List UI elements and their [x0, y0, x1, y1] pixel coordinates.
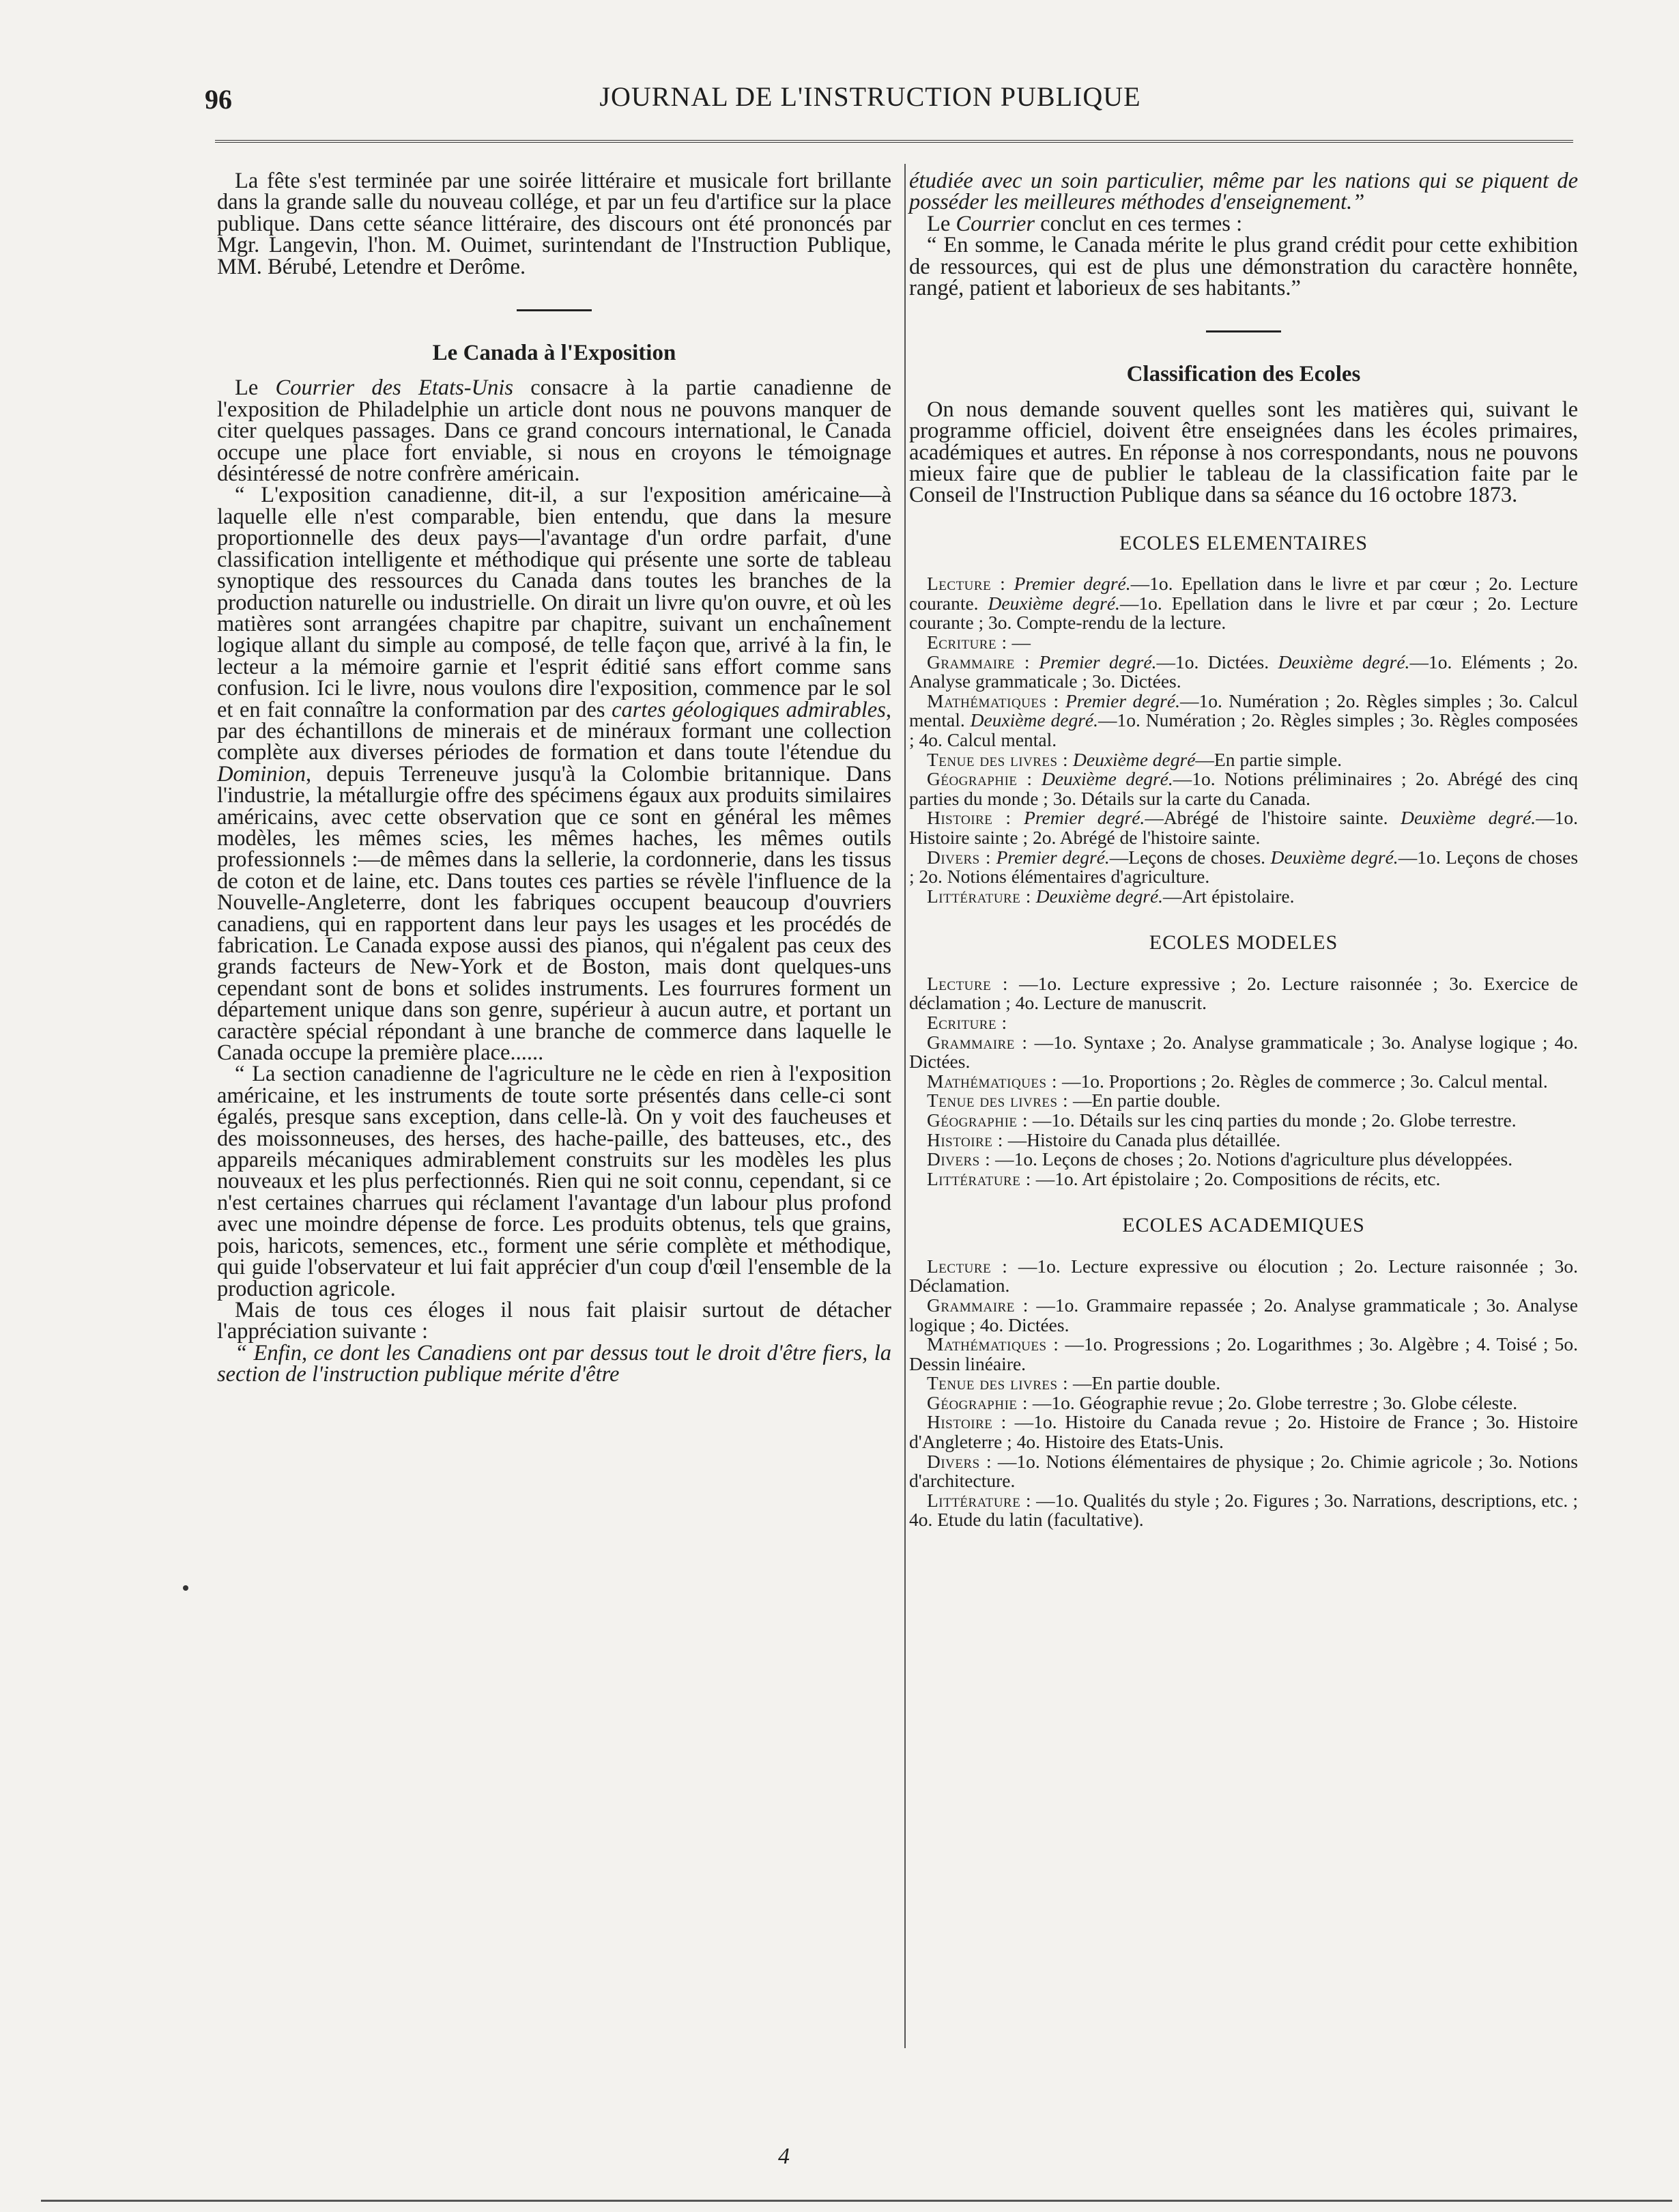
- subject-text: —1o. Notions élémentaires de physique ; 2o. Chimie agricole ; 3o. Notions d'architecture.: [909, 1450, 1579, 1492]
- exposition-paragraph-4: Mais de tous ces éloges il nous fait plaisir surtout de détacher l'appréciation suivante :: [217, 1297, 891, 1344]
- degree-label: Premier degré.: [1039, 651, 1157, 672]
- subject-text: —1o. Lecture expressive ; 2o. Lecture raisonnée ; 3o. Exercice de déclamation ; 4o. Lecture de manuscrit.: [909, 972, 1579, 1014]
- column-divider: [904, 164, 906, 2048]
- subject-text: —1o. Lecture expressive ou élocution ; 2o. Lecture raisonnée ; 3o. Déclamation.: [909, 1255, 1579, 1296]
- signature-mark: 4: [778, 2144, 790, 2169]
- degree-label: Deuxième degré.: [1270, 846, 1398, 868]
- subject-text: —: [1011, 632, 1031, 653]
- right-column: [909, 171, 1578, 1530]
- exposition-paragraph-3: “ La section canadienne de l'agriculture ne le cède en rien à l'exposition américaine, et les instruments de toute sorte présentés dans celle-ci sont égalés, presque sans exception, dans celle-là. On y voit des faucheuses et des moissonneuses, des herses, des hache-paille, des batteuses, etc., des appareils mécaniques admirablement construits sur les modèles les plus nouveaux et les plus perfectionnés. Rien qui ne soit connu, cependant, si ce n'est certaines charrues qui réclament l'avantage d'un labour plus profond avec une moindre dépense de force. Les produits obtenus, tels que grains, pois, haricots, semences, etc., forment une série complète et méthodique, qui guide l'observateur et lui fait apprécier d'un coup d'œil l'ensemble de la production agricole.: [217, 1062, 891, 1301]
- subject-text: —1o. Histoire sainte ; 2o. Abrégé de l'histoire sainte.: [909, 807, 1578, 848]
- subject-label: Histoire :: [927, 807, 1011, 829]
- subject-entry: [909, 1033, 1578, 1072]
- subject-label: Ecriture :: [927, 1011, 1007, 1033]
- journal-title: JOURNAL DE L'INSTRUCTION PUBLIQUE: [599, 81, 1141, 112]
- degree-label: Deuxième degré.: [1035, 885, 1164, 907]
- degree-label: Premier degré.: [1024, 807, 1145, 829]
- subject-entry: [909, 574, 1578, 633]
- subject-text: —Art épistolaire.: [1163, 885, 1295, 907]
- subject-entry: [909, 750, 1578, 770]
- subject-entry: [909, 1413, 1578, 1451]
- bottom-rule: [41, 2200, 1672, 2202]
- margin-dot: [183, 1585, 188, 1591]
- subject-label: Littérature :: [927, 1167, 1031, 1189]
- exposition-paragraph-2: “ L'exposition canadienne, dit-il, a sur l'exposition américaine—à laquelle elle n'est comparable, bien entendu, que dans la mesure proportionnelle des deux pays—l'avantage d'un ordre parfait, d'une classification intelligente et méthodique qui présente une sorte de tableau synoptique des ressources du Canada dans toutes les branches de la production naturelle ou industrielle. On dirait un livre qu'on ouvre, et où les matières sont arrangées chapitre par chapitre, suivant un enchaînement logique allant du simple au composé, de telle façon que, arrivé à la fin, le lecteur a la mémoire garnie et l'esprit éditié sans effort comme sans confusion. Ici le livre, nous voulons dire l'exposition, commence par le sol et en fait connaître la conformation par des cartes géologiques admirables, par des échantillons de minerais et de minéraux formant une collection complète aux diverses périodes de formation et dans toute l'étendue du Dominion, depuis Terreneuve jusqu'à la Colombie britannique. Dans l'industrie, la métallurgie offre des spécimens égaux aux produits similaires américains, avec cette observation que ce sont en général les mêmes modèles, les mêmes scies, les mêmes haches, les mêmes outils professionnels :—de mêmes dans la sellerie, la cordonnerie, dans les tissus de coton et de laine, etc. Dans toutes ces parties se révèle l'influence de la Nouvelle-Angleterre, dont les fabriques occupent beaucoup d'ouvriers canadiens, qui en rapportent dans leur pays les usages et les procédés de fabrication. Le Canada expose aussi des pianos, qui n'égalent pas ceux des grands facteurs de New-York et de Boston, mais dont quelques-uns cependant sont de bons et solides instruments. Les fourrures forment un département unique dans son genre, supérieur à aucun autre, et portant un caractère spécial répondant à une branche de commerce dans laquelle le Canada occupe la première place......: [217, 483, 892, 1066]
- page-number: 96: [205, 84, 232, 115]
- degree-label: Deuxième degré: [1073, 748, 1196, 770]
- subject-entry: [909, 1013, 1578, 1033]
- subject-label: Ecriture :: [927, 632, 1007, 653]
- exposition-quote-italic: “ Enfin, ce dont les Canadiens ont par dessus tout le droit d'être fiers, la section de l'instruction publique mérite d'être: [217, 1340, 891, 1387]
- subject-entry: [909, 1393, 1578, 1413]
- subject-label: Divers :: [927, 846, 991, 868]
- subject-label: Lecture :: [927, 972, 1008, 994]
- exposition-paragraph-1: Le Courrier des Etats-Unis consacre à la partie canadienne de l'exposition de Philadelphie un article dont nous ne pouvons manquer de citer quelques passages. Dans ce grand concours international, le Canada occupe une place fort enviable, si nous en croyons le témoignage désintéressé de notre confrère américain.: [217, 375, 891, 487]
- subject-text: —En partie simple.: [1195, 748, 1343, 770]
- subject-text: —1o. Proportions ; 2o. Règles de commerce ; 3o. Calcul mental.: [1061, 1070, 1548, 1092]
- header-rule: [215, 140, 1573, 143]
- subject-text: —1o. Art épistolaire ; 2o. Compositions de récits, etc.: [1035, 1167, 1441, 1189]
- model-subject-list: [909, 974, 1578, 1189]
- subject-text: —Leçons de choses.: [1109, 846, 1271, 868]
- subject-label: Lecture :: [927, 1255, 1008, 1277]
- subject-label: Géographie :: [927, 1109, 1029, 1131]
- degree-label: Premier degré.: [1014, 573, 1131, 595]
- subject-text: —1o. Numération ; 2o. Règles simples ; 3o. Calcul mental.: [909, 690, 1578, 731]
- section-separator: [1206, 330, 1281, 332]
- subject-entry: [909, 1296, 1578, 1335]
- subject-label: Divers :: [927, 1450, 992, 1472]
- subject-text: —1o. Numération ; 2o. Règles simples ; 3o. Règles composées ; 4o. Calcul mental.: [909, 709, 1579, 751]
- subject-label: Tenue des livres :: [927, 1372, 1069, 1394]
- subject-text: —1o. Epellation dans le livre et par cœur ; 2o. Lecture courante.: [909, 573, 1578, 614]
- subject-label: Géographie :: [927, 768, 1033, 790]
- subject-label: Grammaire :: [927, 651, 1030, 672]
- subject-entry: [909, 1131, 1578, 1150]
- subject-label: Histoire :: [927, 1129, 1003, 1150]
- subject-label: Grammaire :: [927, 1031, 1028, 1053]
- subject-text: —Histoire du Canada plus détaillée.: [1007, 1129, 1281, 1150]
- subject-text: —1o. Qualités du style ; 2o. Figures ; 3o. Narrations, descriptions, etc. ; 4o. Etude du latin (facultative).: [909, 1489, 1578, 1531]
- heading-ecoles-academiques: ECOLES ACADEMIQUES: [1122, 1214, 1365, 1237]
- subject-entry: [909, 1257, 1578, 1296]
- page-header: [205, 81, 1536, 122]
- subject-text: —1o. Epellation dans le livre et par cœur ; 2o. Lecture courante ; 3o. Compte-rendu de la lecture.: [909, 592, 1578, 634]
- subject-label: Littérature :: [927, 885, 1031, 907]
- subject-entry: [909, 848, 1578, 887]
- subject-text: —1o. Détails sur les cinq parties du monde ; 2o. Globe terrestre.: [1032, 1109, 1517, 1131]
- subject-text: —En partie double.: [1073, 1090, 1221, 1111]
- subject-entry: [909, 1491, 1578, 1530]
- section-title-classification: Classification des Ecoles: [1126, 362, 1361, 387]
- subject-entry: [909, 1335, 1578, 1374]
- subject-entry: [909, 633, 1578, 653]
- subject-label: Mathématiques :: [927, 690, 1059, 711]
- subject-text: —1o. Grammaire repassée ; 2o. Analyse grammaticale ; 3o. Analyse logique ; 4o. Dictées.: [909, 1294, 1579, 1335]
- subject-label: Lecture :: [927, 573, 1006, 595]
- subject-entry: [909, 1374, 1578, 1393]
- left-column: [217, 171, 891, 1386]
- subject-label: Histoire :: [927, 1411, 1007, 1433]
- subject-text: —1o. Leçons de choses ; 2o. Notions d'agriculture plus développées.: [995, 1148, 1513, 1170]
- subject-label: Géographie :: [927, 1391, 1029, 1413]
- heading-ecoles-modeles: ECOLES MODELES: [1149, 931, 1338, 954]
- quote-continuation: étudiée avec un soin particulier, même par les nations qui se piquent de posséder les meilleures méthodes d'enseignement.”: [909, 169, 1578, 215]
- subject-entry: [909, 1169, 1578, 1189]
- subject-label: Divers :: [927, 1148, 991, 1170]
- subject-entry: [909, 1111, 1578, 1131]
- subject-entry: [909, 1091, 1578, 1111]
- subject-label: Grammaire :: [927, 1294, 1029, 1316]
- academic-subject-list: [909, 1257, 1578, 1530]
- subject-entry: [909, 1150, 1578, 1169]
- section-separator: [517, 309, 592, 311]
- subject-entry: [909, 808, 1578, 847]
- courrier-quote: “ En somme, le Canada mérite le plus grand crédit pour cette exhibition de ressources, qui est de plus une démonstration du caractère honnête, rangé, patient et laborieux de ses habitants.”: [909, 233, 1578, 301]
- subject-label: Tenue des livres :: [927, 1090, 1069, 1111]
- subject-text: —1o. Eléments ; 2o. Analyse grammaticale ; 3o. Dictées.: [909, 651, 1578, 692]
- subject-entry: [909, 974, 1578, 1013]
- courrier-line: Le Courrier conclut en ces termes :: [927, 211, 1243, 236]
- classification-intro: On nous demande souvent quelles sont les matières qui, suivant le programme officiel, doivent être enseignées dans les écoles primaires, académiques et autres. En réponse à nos correspondants, nous ne pouvons mieux faire que de publier le tableau de la classification faite par le Conseil de l'Instruction Publique dans sa séance du 16 octobre 1873.: [909, 397, 1578, 508]
- subject-entry: [909, 1452, 1578, 1491]
- subject-text: —1o. Histoire du Canada revue ; 2o. Histoire de France ; 3o. Histoire d'Angleterre ; 4o. Histoire des Etats-Unis.: [909, 1411, 1579, 1453]
- degree-label: Deuxième degré.: [1041, 768, 1173, 790]
- section-title-exposition: Le Canada à l'Exposition: [432, 341, 676, 366]
- subject-text: —1o. Progressions ; 2o. Logarithmes ; 3o. Algèbre ; 4. Toisé ; 5o. Dessin linéaire.: [909, 1333, 1578, 1374]
- subject-entry: [909, 1072, 1578, 1092]
- subject-label: Mathématiques :: [927, 1333, 1059, 1355]
- subject-text: —1o. Dictées.: [1156, 651, 1278, 672]
- subject-entry: [909, 692, 1578, 750]
- elementary-subject-list: [909, 574, 1578, 906]
- subject-label: Tenue des livres :: [927, 748, 1069, 770]
- subject-entry: [909, 769, 1578, 808]
- degree-label: Deuxième degré.: [988, 592, 1120, 614]
- degree-label: Premier degré.: [996, 846, 1110, 868]
- subject-text: —Abrégé de l'histoire sainte.: [1145, 807, 1401, 829]
- subject-text: —En partie double.: [1073, 1372, 1221, 1394]
- degree-label: Premier degré.: [1065, 690, 1180, 711]
- subject-entry: [909, 887, 1578, 907]
- subject-label: Mathématiques :: [927, 1070, 1058, 1092]
- subject-entry: [909, 653, 1578, 692]
- subject-label: Littérature :: [927, 1489, 1032, 1511]
- heading-ecoles-elementaires: ECOLES ELEMENTAIRES: [1119, 531, 1368, 554]
- intro-paragraph: La fête s'est terminée par une soirée littéraire et musicale fort brillante dans la grande salle du nouveau collége, et par un feu d'artifice sur la place publique. Dans cette séance littéraire, des discours ont été prononcés par Mgr. Langevin, l'hon. M. Ouimet, surintendant de l'Instruction Publique, MM. Bérubé, Letendre et Derôme.: [217, 169, 891, 279]
- subject-text: —1o. Leçons de choses ; 2o. Notions élémentaires d'agriculture.: [909, 846, 1579, 888]
- subject-text: —1o. Géographie revue ; 2o. Globe terrestre ; 3o. Globe céleste.: [1032, 1391, 1518, 1413]
- degree-label: Deuxième degré.: [970, 709, 1098, 731]
- degree-label: Deuxième degré.: [1278, 651, 1410, 672]
- subject-text: —1o. Syntaxe ; 2o. Analyse grammaticale ; 3o. Analyse logique ; 4o. Dictées.: [909, 1031, 1579, 1073]
- degree-label: Deuxième degré.: [1401, 807, 1536, 829]
- subject-text: —1o. Notions préliminaires ; 2o. Abrégé des cinq parties du monde ; 3o. Détails sur la carte du Canada.: [909, 768, 1578, 809]
